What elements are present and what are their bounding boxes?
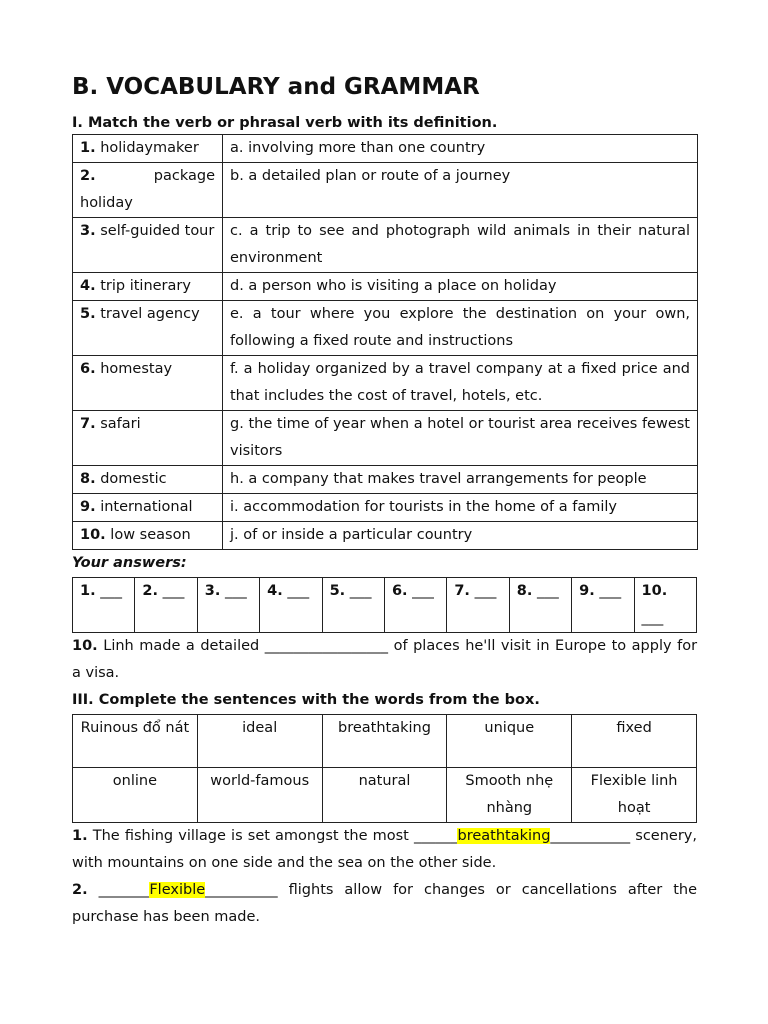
- answer-cell[interactable]: [509, 578, 571, 633]
- definition-cell: b. a detailed plan or route of a journey: [223, 163, 698, 218]
- matching-row: [73, 494, 698, 522]
- term-text: trip itinerary: [100, 278, 191, 294]
- term-number: 6.: [80, 361, 96, 377]
- term-cell: [73, 218, 223, 273]
- word-box-cell: breathtaking: [322, 715, 447, 768]
- matching-row: [73, 466, 698, 494]
- term-text: package holiday: [80, 168, 215, 211]
- word-box-table: [72, 714, 697, 823]
- question-1-number: 1.: [72, 828, 88, 844]
- answer-number: 7.: [454, 583, 470, 599]
- term-number: 8.: [80, 471, 96, 487]
- question-1: [72, 823, 697, 877]
- question-2-after: flights allow for changes or cancellations after the purchase has been made.: [72, 882, 697, 925]
- answer-cell[interactable]: [197, 578, 259, 633]
- question-2-blank-pre[interactable]: _______: [98, 882, 150, 898]
- matching-row: [73, 301, 698, 356]
- question-2-answer: Flexible: [149, 882, 206, 898]
- term-cell: [73, 163, 223, 218]
- answer-blank[interactable]: ___: [641, 610, 664, 626]
- section1-heading: I. Match the verb or phrasal verb with its definition.: [72, 115, 498, 131]
- sentence-10-blank[interactable]: _________________: [264, 638, 389, 654]
- term-number: 3.: [80, 223, 96, 239]
- answer-cell[interactable]: [634, 578, 696, 633]
- word-box-cell: world-famous: [197, 768, 322, 823]
- definition-cell: a. involving more than one country: [223, 135, 698, 163]
- term-number: 4.: [80, 278, 96, 294]
- word-box-cell: Flexible linh hoạt: [572, 768, 697, 823]
- answer-blank[interactable]: ___: [162, 583, 185, 599]
- answer-cell[interactable]: [135, 578, 197, 633]
- question-1-before: The fishing village is set amongst the most: [92, 828, 409, 844]
- definition-cell: i. accommodation for tourists in the home of a family: [223, 494, 698, 522]
- term-text: holidaymaker: [100, 140, 199, 156]
- answer-cell[interactable]: [384, 578, 446, 633]
- word-box-cell: ideal: [197, 715, 322, 768]
- term-number: 2.: [80, 168, 96, 184]
- term-text: homestay: [100, 361, 173, 377]
- answer-blank[interactable]: ___: [100, 583, 122, 599]
- question-1-blank-post[interactable]: ___________: [550, 828, 631, 844]
- matching-row: [73, 411, 698, 466]
- answer-cell[interactable]: [322, 578, 384, 633]
- word-box-row: [73, 768, 697, 823]
- answer-cell[interactable]: [73, 578, 135, 633]
- term-text: international: [100, 499, 193, 515]
- term-text: travel agency: [100, 306, 200, 322]
- matching-table: [72, 134, 698, 550]
- matching-table-body: [73, 135, 698, 550]
- term-number: 7.: [80, 416, 96, 432]
- definition-cell: d. a person who is visiting a place on holiday: [223, 273, 698, 301]
- sentence-10-after: of places he'll visit in Europe to apply for a visa.: [72, 638, 698, 681]
- definition-cell: f. a holiday organized by a travel company at a fixed price and that includes the cost of travel, hotels, etc.: [223, 356, 698, 411]
- word-box-cell: fixed: [572, 715, 697, 768]
- term-text: safari: [100, 416, 141, 432]
- term-text: low season: [110, 527, 191, 543]
- term-number: 9.: [80, 499, 96, 515]
- sentence-10-number: 10.: [72, 638, 98, 654]
- word-box-cell: online: [73, 768, 198, 823]
- answers-row: [73, 578, 697, 633]
- section3-heading: III. Complete the sentences with the words from the box.: [72, 692, 540, 708]
- answer-blank[interactable]: ___: [225, 583, 247, 599]
- question-2-blank-post[interactable]: __________: [205, 882, 278, 898]
- term-text: domestic: [100, 471, 167, 487]
- term-cell: [73, 411, 223, 466]
- answer-blank[interactable]: ___: [536, 583, 559, 599]
- word-box-cell: natural: [322, 768, 447, 823]
- definition-cell: h. a company that makes travel arrangements for people: [223, 466, 698, 494]
- term-text: self-guided tour: [100, 223, 215, 239]
- answer-number: 4.: [267, 583, 283, 599]
- question-1-blank-pre[interactable]: ______: [413, 828, 458, 844]
- definition-cell: j. of or inside a particular country: [223, 522, 698, 550]
- word-box-cell: unique: [447, 715, 572, 768]
- term-number: 1.: [80, 140, 96, 156]
- answer-cell[interactable]: [260, 578, 322, 633]
- answer-number: 9.: [579, 583, 595, 599]
- sentence-10-before: Linh made a detailed: [103, 638, 260, 654]
- matching-row: [73, 356, 698, 411]
- answer-number: 1.: [80, 583, 96, 599]
- answer-number: 5.: [329, 583, 346, 599]
- question-2-number: 2.: [72, 882, 88, 898]
- page-title: B. VOCABULARY and GRAMMAR: [72, 74, 480, 100]
- answer-cell[interactable]: [572, 578, 634, 633]
- answer-number: 2.: [142, 583, 158, 599]
- definition-cell: g. the time of year when a hotel or tourist area receives fewest visitors: [223, 411, 698, 466]
- term-number: 5.: [80, 306, 96, 322]
- answer-cell[interactable]: [447, 578, 509, 633]
- answer-number: 10.: [641, 583, 668, 599]
- definition-cell: c. a trip to see and photograph wild animals in their natural environment: [223, 218, 698, 273]
- answer-blank[interactable]: ___: [474, 583, 497, 599]
- definition-cell: e. a tour where you explore the destination on your own, following a fixed route and instructions: [223, 301, 698, 356]
- matching-row: [73, 273, 698, 301]
- matching-row: [73, 163, 698, 218]
- term-cell: [73, 494, 223, 522]
- word-box-cell: Ruinous đổ nát: [73, 715, 198, 768]
- term-cell: [73, 273, 223, 301]
- matching-row: [73, 218, 698, 273]
- term-cell: [73, 522, 223, 550]
- answer-number: 6.: [391, 583, 408, 599]
- term-cell: [73, 356, 223, 411]
- term-cell: [73, 301, 223, 356]
- word-box-body: [73, 715, 697, 823]
- matching-row: [73, 522, 698, 550]
- answer-blank[interactable]: ___: [412, 583, 434, 599]
- sentence-10: [72, 633, 697, 687]
- answer-number: 8.: [516, 583, 533, 599]
- answer-blank[interactable]: ___: [349, 583, 372, 599]
- word-box-cell: Smooth nhẹ nhàng: [447, 768, 572, 823]
- matching-row: [73, 135, 698, 163]
- term-cell: [73, 135, 223, 163]
- question-1-answer: breathtaking: [457, 828, 551, 844]
- answer-number: 3.: [204, 583, 221, 599]
- worksheet-page: [72, 70, 697, 931]
- answer-blank[interactable]: ___: [599, 583, 622, 599]
- term-number: 10.: [80, 527, 106, 543]
- answers-label: Your answers:: [72, 555, 187, 571]
- question-1-after: scenery, with mountains on one side and the sea on the other side.: [72, 828, 697, 871]
- term-cell: [73, 466, 223, 494]
- answer-blank[interactable]: ___: [287, 583, 310, 599]
- word-box-row: [73, 715, 697, 768]
- answers-table: [72, 577, 697, 633]
- question-2: [72, 877, 697, 931]
